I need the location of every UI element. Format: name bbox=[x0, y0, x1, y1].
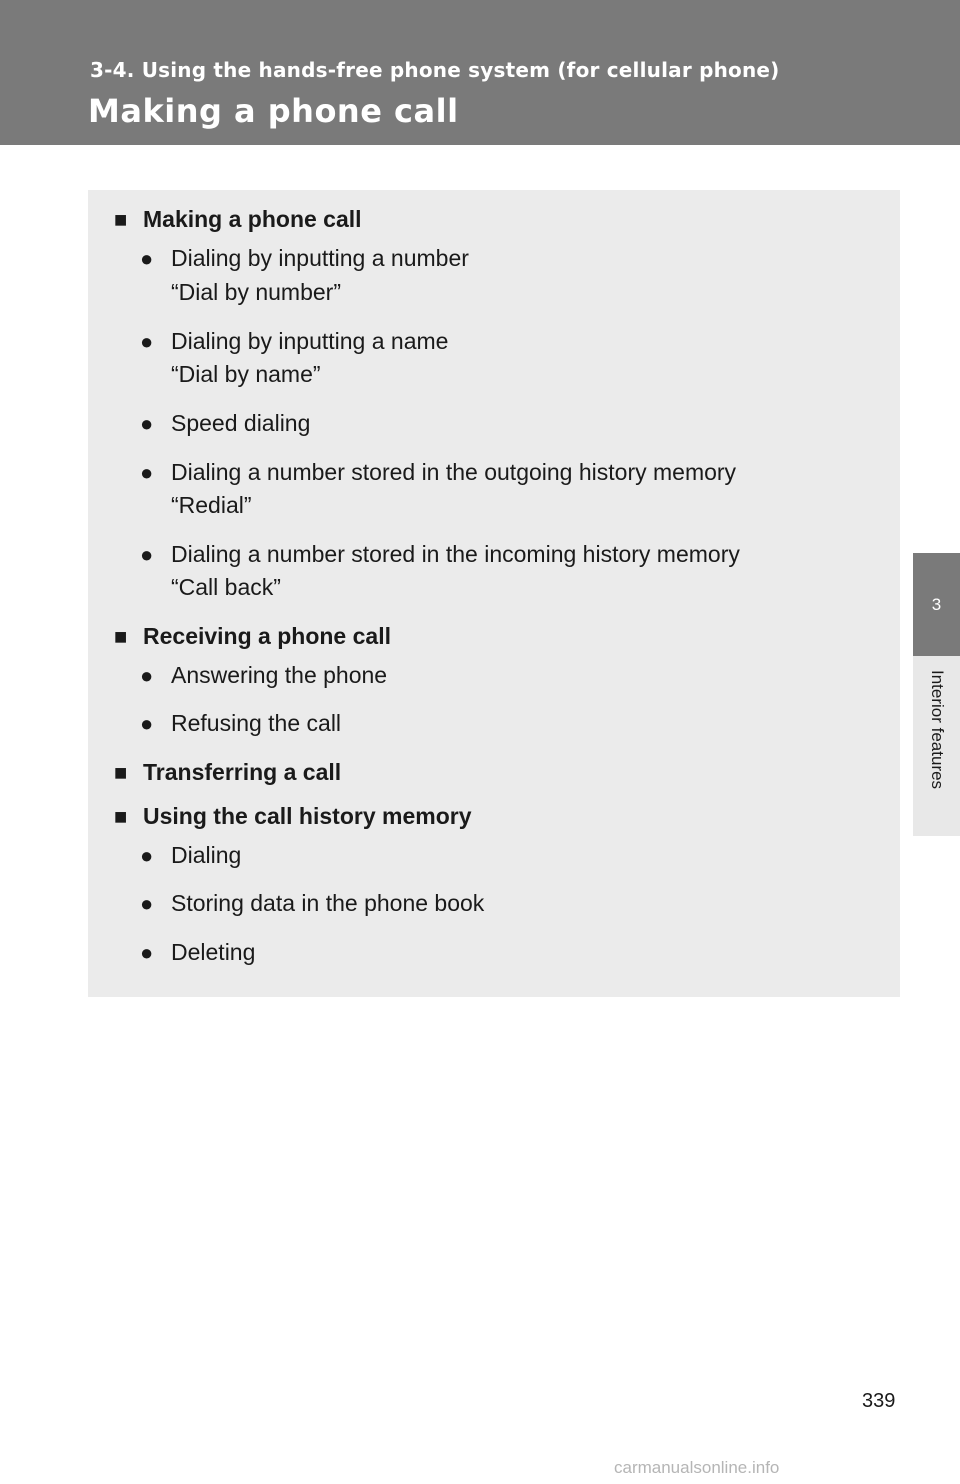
list-item bbox=[140, 709, 341, 738]
section-label: 3-4. Using the hands-free phone system (for cellular phone) bbox=[90, 58, 780, 82]
square-marker-icon: ■ bbox=[114, 760, 128, 785]
item-text: Deleting bbox=[171, 939, 256, 965]
list-item bbox=[140, 661, 387, 690]
chapter-tab bbox=[913, 553, 960, 656]
item-text: Dialing a number stored in the incoming history memory bbox=[171, 541, 740, 567]
bullet-icon: ● bbox=[140, 411, 154, 436]
square-marker-icon: ■ bbox=[114, 624, 128, 649]
item-text: Dialing by inputting a number bbox=[171, 245, 469, 271]
square-marker-icon: ■ bbox=[114, 804, 128, 829]
bullet-icon: ● bbox=[140, 460, 154, 485]
bullet-icon: ● bbox=[140, 663, 154, 688]
watermark: carmanualsonline.info bbox=[614, 1458, 780, 1477]
list-item bbox=[140, 458, 736, 487]
item-text: Answering the phone bbox=[171, 662, 388, 688]
list-item bbox=[140, 938, 255, 967]
item-text: Refusing the call bbox=[171, 710, 342, 736]
chapter-label-tab bbox=[913, 656, 960, 836]
bullet-icon: ● bbox=[140, 542, 154, 567]
square-marker-icon: ■ bbox=[114, 207, 128, 232]
section-heading bbox=[114, 758, 341, 787]
list-item bbox=[140, 244, 469, 273]
bullet-icon: ● bbox=[140, 246, 154, 271]
page-number: 339 bbox=[862, 1390, 896, 1412]
list-item bbox=[140, 540, 740, 569]
list-item bbox=[140, 889, 484, 918]
bullet-icon: ● bbox=[140, 711, 154, 736]
item-subtext: “Dial by name” bbox=[171, 361, 321, 387]
page-header bbox=[0, 0, 960, 145]
chapter-label: Interior features bbox=[927, 670, 947, 790]
item-text: Storing data in the phone book bbox=[171, 890, 485, 916]
chapter-number: 3 bbox=[931, 594, 942, 614]
item-subtext: “Call back” bbox=[171, 574, 281, 600]
bullet-icon: ● bbox=[140, 329, 154, 354]
bullet-icon: ● bbox=[140, 891, 154, 916]
item-subtext: “Dial by number” bbox=[171, 279, 341, 305]
bullet-icon: ● bbox=[140, 940, 154, 965]
contents-box bbox=[88, 190, 900, 997]
list-item bbox=[140, 409, 310, 438]
item-subtext: “Redial” bbox=[171, 492, 252, 518]
bullet-icon: ● bbox=[140, 843, 154, 868]
page-title: Making a phone call bbox=[88, 92, 459, 130]
item-text: Dialing a number stored in the outgoing history memory bbox=[171, 459, 737, 485]
section-heading bbox=[114, 802, 471, 831]
item-text: Dialing by inputting a name bbox=[171, 328, 449, 354]
heading-text: Making a phone call bbox=[143, 206, 362, 232]
section-heading bbox=[114, 622, 391, 651]
heading-text: Transferring a call bbox=[143, 759, 342, 785]
section-heading bbox=[114, 205, 362, 234]
list-item bbox=[140, 841, 241, 870]
item-text: Speed dialing bbox=[171, 410, 311, 436]
item-text: Dialing bbox=[171, 842, 242, 868]
list-item bbox=[140, 327, 448, 356]
heading-text: Using the call history memory bbox=[143, 803, 472, 829]
heading-text: Receiving a phone call bbox=[143, 623, 391, 649]
